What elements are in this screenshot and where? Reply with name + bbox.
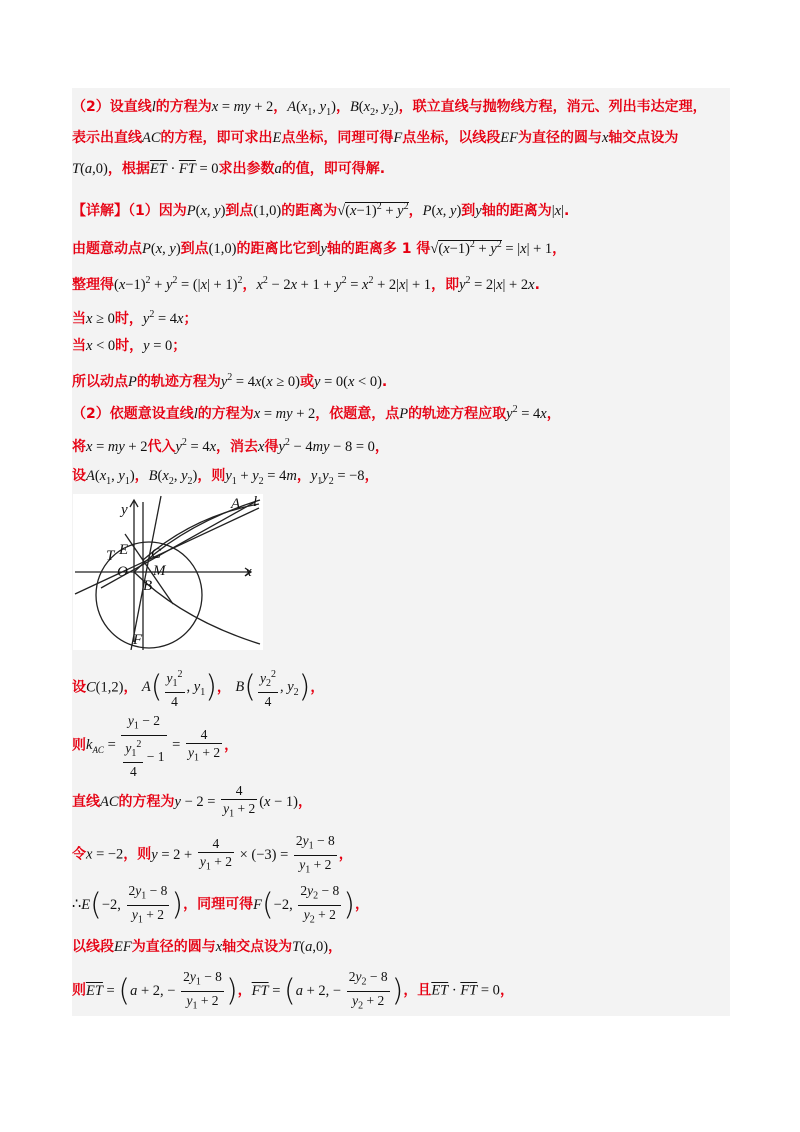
set-points: 设C(1,2)， A( $\frac{y_1^2}{4}$ , $y_1$)， B( $\frac{y_2^2}{4}$ , $y_2$)， [72,666,324,713]
intro-line-2: 表示出直线AC的方程，即可求出E点坐标，同理可得F点坐标，以线段EF为直径的圆与x轴交点设为 [72,130,679,146]
step-1: 由题意动点P(x, y)到点(1,0)的距离比它到y轴的距离多 1 得$√(x-1)^2 + y^2 = |x| + 1$， [72,239,567,257]
geometry-figure [73,494,263,650]
segment-ef: 以线段EF为直径的圆与x轴交点设为T(a,0)， [72,939,343,955]
part-2: （2）依题意设直线l的方程为x = my + 2，依题意，点P的轨迹方程应取$y^2 = 4x$， [72,404,561,422]
detail-line: 【详解】（1）因为P(x, y)到点(1,0)的距离为$√(x-1)^2 + y^2$，P(x, y)到y轴的距离为|x|. [72,201,570,219]
points-ef: ∴E(−2, $\frac{2y_1 - 8}{y_1 + 2}$ )，同理可得F(−2, $\frac{2y_2 - 8}{y_2 + 2}$ )， [72,883,369,926]
conclusion: 所以动点P的轨迹方程为$y^2 = 4x(x \ge 0)$或y = 0(x < 0). [72,372,388,390]
slope: 则$k_{AC}$ = $y_1 - 2$ $\frac{y_1^2}{4}$ − 1 = $\frac{4}{y_1 + 2}$ ， [72,713,239,779]
case-1: 当x ≥ 0时，$y^2 = 4x$； [72,309,198,327]
label-O: O [117,564,128,580]
line-ac-equation: 直线AC的方程为y − 2 = $\frac{4}{y_1 + 2}$ (x − 1)， [72,783,312,821]
case-2: 当x < 0时，y = 0； [72,338,187,354]
vieta: 设$A(x_1$, $y_1$)，$B(x_2$, $y_2$)，则$y_1 + y_2 = 4m$，$y_1y_2 = -8$， [72,468,379,487]
label-A: A [231,496,241,512]
label-l: l [253,494,258,510]
substitution: 将x = my + 2代入$y^2 = 4x$，消去x得$y^2 - 4my - 8 = 0$， [72,437,389,455]
label-x: x [245,564,252,580]
vectors: 则$\overline{ET} = (a + 2$, − $\frac{2y_1 - 8}{y_1 + 2}$ )，$\overline{FT} = (a + 2$, − $\frac{2y_2 - 8}{y_2 + 2}$ )，且$\overline{ET} \cdot \overline{FT} = 0$， [72,969,514,1012]
label-B: B [143,578,153,594]
label-F: F [133,632,143,648]
label-T: T [106,548,115,564]
let-x: 令x = −2，则y = 2 + $\frac{4}{y_1 + 2}$ × (−3) = $\frac{2y_1 - 8}{y_1 + 2}$ ， [72,833,353,876]
intro-line-1: （2）设直线l的方程为x = my + 2，$A(x_1$, $y_1$)，$B(x_2$, $y_2$)，联立直线与抛物线方程，消元、列出韦达定理， [72,99,707,118]
step-2: 整理得$(x-1)^2 + y^2 = (|x| + 1)^2$，$x^2 - 2x + 1 + y^2 = x^2 + 2|x| + 1$，即$y^2 = 2|x| + 2x$. [72,275,540,293]
label-M: M [153,563,166,579]
label-E: E [119,542,129,558]
label-y: y [121,502,128,518]
label-C: C [151,546,162,562]
intro-line-3: T(a,0)，根据$\overline{ET} \cdot \overline{FT} = 0$求出参数a的值，即可得解. [72,161,386,177]
